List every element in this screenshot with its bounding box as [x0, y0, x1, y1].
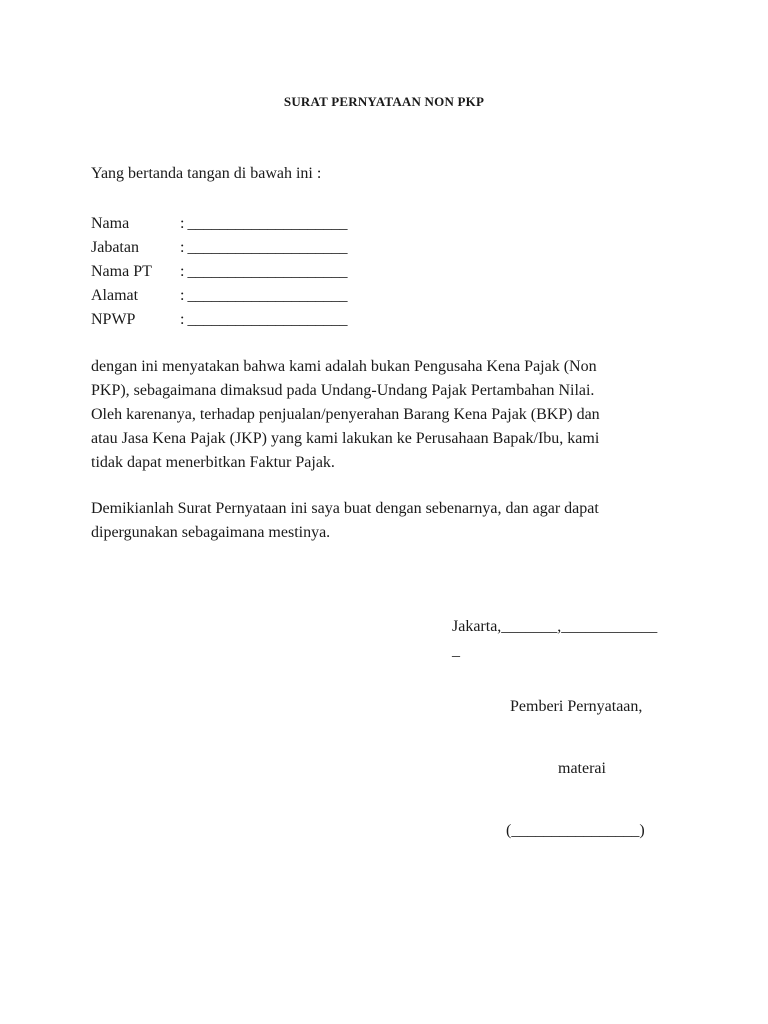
signature-line: (________________) [506, 822, 645, 839]
field-label: Jabatan [91, 239, 139, 256]
place-date-line: Jakarta,_______,____________ [452, 618, 658, 635]
field-label: Alamat [91, 287, 139, 304]
field-row-jabatan [91, 236, 347, 260]
paragraph-line: dengan ini menyatakan bahwa kami adalah bukan Pengusaha Kena Pajak (Non [91, 358, 597, 375]
place-date [452, 615, 657, 663]
document-title: SURAT PERNYATAAN NON PKP [283, 94, 485, 109]
field-blank-line: ____________________ [187, 215, 348, 232]
field-label: Nama PT [91, 263, 152, 280]
field-blank-line: ____________________ [187, 287, 348, 304]
statement-paragraph [91, 355, 681, 475]
field-label: NPWP [91, 311, 136, 328]
closing-paragraph [91, 497, 681, 545]
stamp-label: materai [558, 760, 606, 777]
identity-fields [91, 212, 347, 332]
paragraph-line: atau Jasa Kena Pajak (JKP) yang kami lakukan ke Perusahaan Bapak/Ibu, kami [91, 430, 600, 447]
field-row-alamat [91, 284, 347, 308]
place-date-line-continuation: _ [452, 642, 460, 659]
paragraph-line: dipergunakan sebagaimana mestinya. [91, 524, 331, 541]
paragraph-line: tidak dapat menerbitkan Faktur Pajak. [91, 454, 335, 471]
field-blank-line: ____________________ [187, 311, 348, 328]
field-row-npwp [91, 308, 347, 332]
paragraph-line: Oleh karenanya, terhadap penjualan/penyerahan Barang Kena Pajak (BKP) dan [91, 406, 600, 423]
paragraph-line: PKP), sebagaimana dimaksud pada Undang-Undang Pajak Pertambahan Nilai. [91, 382, 595, 399]
field-label: Nama [91, 215, 130, 232]
paragraph-line: Demikianlah Surat Pernyataan ini saya buat dengan sebenarnya, dan agar dapat [91, 500, 599, 517]
field-row-nama [91, 212, 347, 236]
field-separator: : [180, 239, 185, 256]
intro-text: Yang bertanda tangan di bawah ini : [91, 165, 322, 182]
field-separator: : [180, 263, 185, 280]
field-separator: : [180, 311, 185, 328]
field-blank-line: ____________________ [187, 239, 348, 256]
field-separator: : [180, 215, 185, 232]
signer-label: Pemberi Pernyataan, [510, 698, 643, 715]
field-blank-line: ____________________ [187, 263, 348, 280]
field-row-nama-pt [91, 260, 347, 284]
field-separator: : [180, 287, 185, 304]
